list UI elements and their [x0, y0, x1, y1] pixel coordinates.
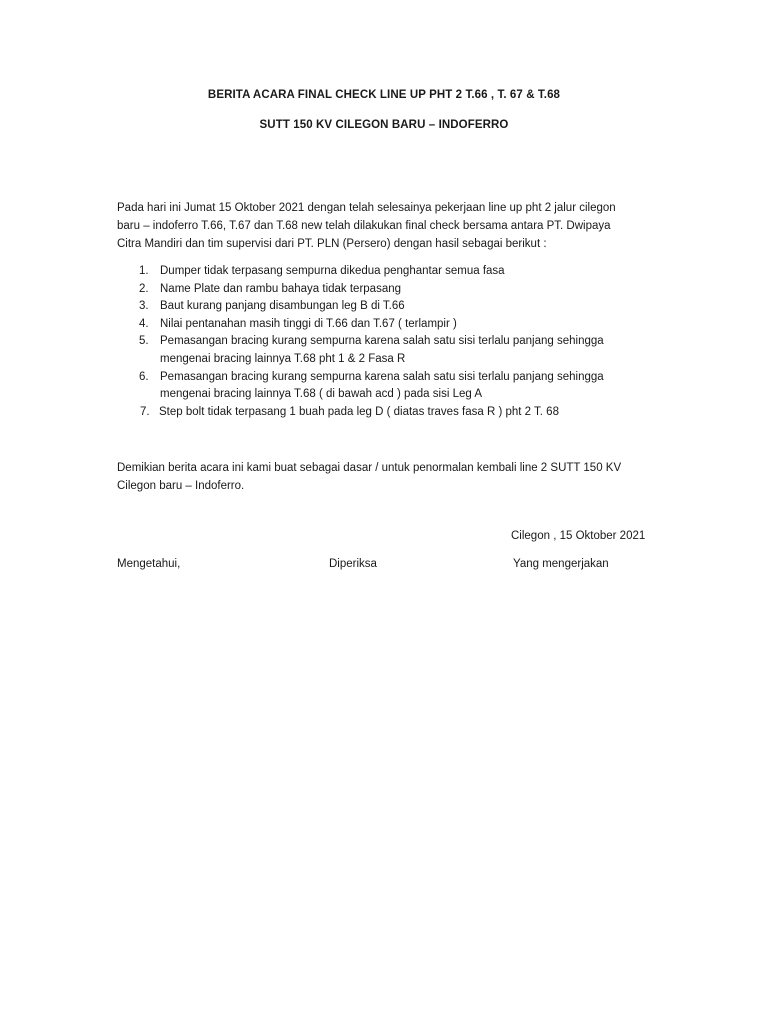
- place-and-date: Cilegon , 15 Oktober 2021: [511, 530, 646, 542]
- list-item-number: 7.: [140, 405, 150, 418]
- document-title: BERITA ACARA FINAL CHECK LINE UP PHT 2 T.66 , T. 67 & T.68: [207, 89, 561, 101]
- signature-yang-mengerjakan: Yang mengerjakan: [513, 558, 609, 570]
- intro-line: Citra Mandiri dan tim supervisi dari PT. PLN (Persero) dengan hasil sebagai berikut :: [117, 238, 547, 250]
- list-item-text-continued: mengenai bracing lainnya T.68 ( di bawah acd ) pada sisi Leg A: [160, 388, 482, 401]
- intro-line: Pada hari ini Jumat 15 Oktober 2021 dengan telah selesainya pekerjaan line up pht 2 jalur cilegon: [117, 202, 616, 214]
- intro-line: baru – indoferro T.66, T.67 dan T.68 new telah dilakukan final check bersama antara PT. Dwipaya: [117, 220, 611, 232]
- list-item-number: 4.: [139, 317, 149, 330]
- list-item-number: 6.: [139, 370, 149, 383]
- list-item-text: Nilai pentanahan masih tinggi di T.66 dan T.67 ( terlampir ): [160, 317, 457, 330]
- list-item-text: Step bolt tidak terpasang 1 buah pada leg D ( diatas traves fasa R ) pht 2 T. 68: [159, 405, 559, 418]
- list-item: [117, 298, 657, 316]
- list-item-text: Baut kurang panjang disambungan leg B di T.66: [160, 300, 405, 313]
- list-item: [117, 263, 657, 281]
- closing-paragraph: [117, 459, 657, 495]
- signature-mengetahui: Mengetahui,: [117, 558, 181, 570]
- list-item: [117, 281, 657, 299]
- list-item-text: Dumper tidak terpasang sempurna dikedua penghantar semua fasa: [160, 265, 505, 277]
- list-item-number: 1.: [139, 265, 149, 277]
- list-item: [117, 404, 657, 422]
- list-item-number: 5.: [139, 335, 149, 348]
- signature-diperiksa: Diperiksa: [329, 558, 377, 570]
- closing-line: Demikian berita acara ini kami buat sebagai dasar / untuk penormalan kembali line 2 SUTT 150 KV: [117, 462, 622, 474]
- list-item-number: 2.: [139, 282, 149, 295]
- list-item-number: 3.: [139, 300, 149, 313]
- list-item-text-continued: mengenai bracing lainnya T.68 pht 1 & 2 Fasa R: [160, 352, 406, 365]
- list-item: [117, 316, 657, 334]
- list-item-text: Pemasangan bracing kurang sempurna karena salah satu sisi terlalu panjang sehingga: [160, 370, 604, 383]
- document-subtitle: SUTT 150 KV CILEGON BARU – INDOFERRO: [259, 119, 509, 131]
- list-item-text: Pemasangan bracing kurang sempurna karena salah satu sisi terlalu panjang sehingga: [160, 335, 604, 348]
- list-item: [117, 333, 657, 368]
- closing-line: Cilegon baru – Indoferro.: [117, 480, 245, 492]
- findings-list: [117, 263, 657, 421]
- list-item: [117, 369, 657, 404]
- intro-paragraph: [117, 199, 657, 253]
- list-item-text: Name Plate dan rambu bahaya tidak terpasang: [160, 282, 402, 295]
